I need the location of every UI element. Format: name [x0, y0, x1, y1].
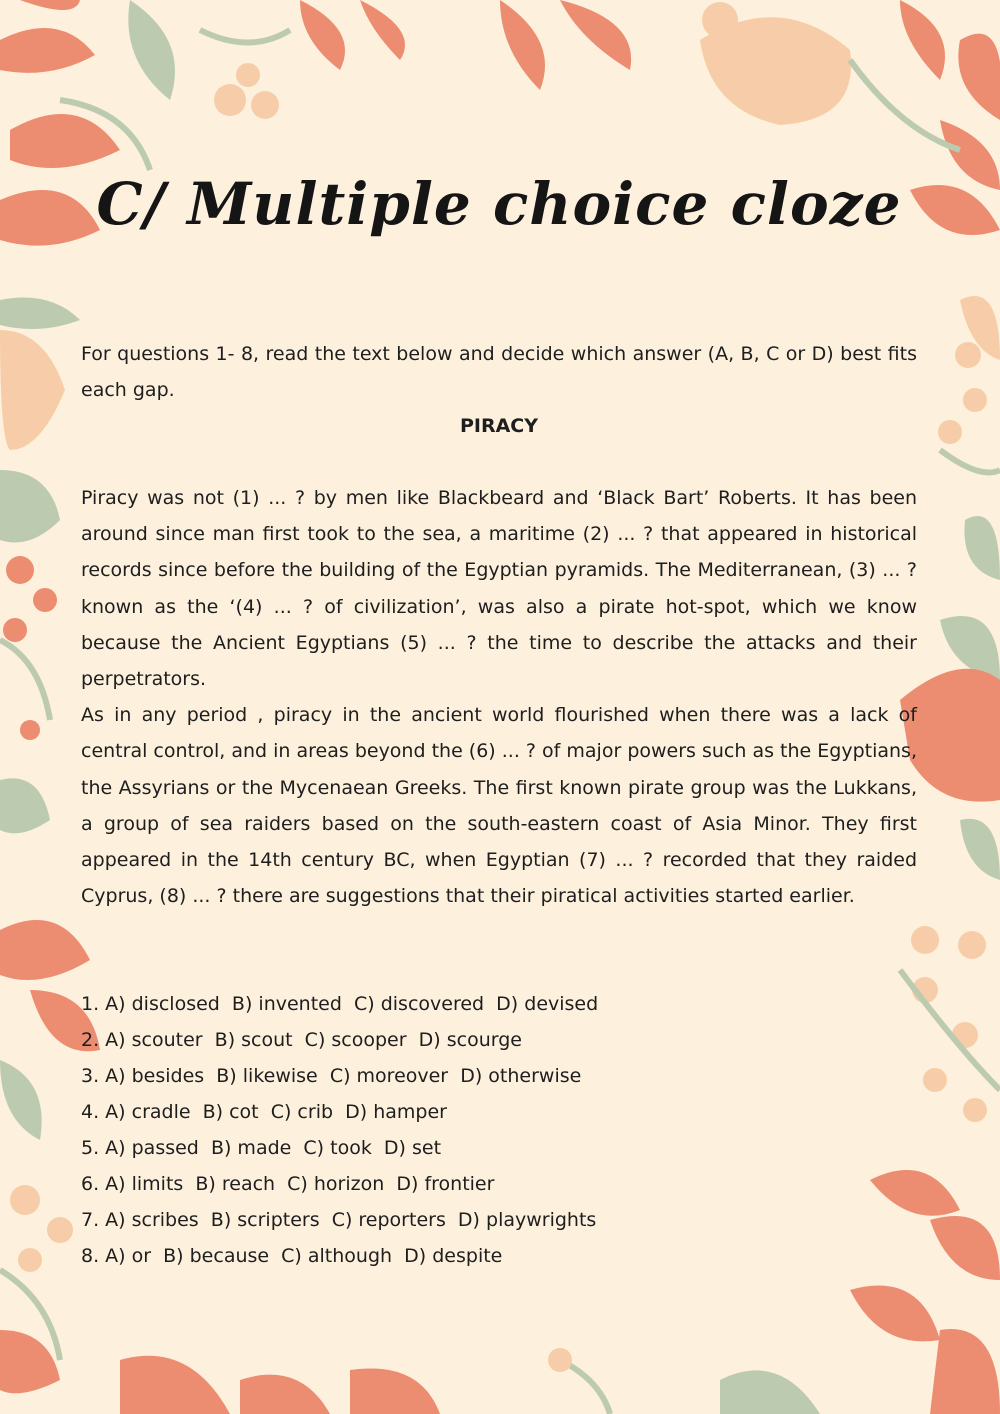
question-7-options: 7. A) scribes B) scripters C) reporters D) playwrights: [81, 1209, 597, 1231]
question-8-options: 8. A) or B) because C) although D) despite: [81, 1245, 503, 1267]
question-6-options: 6. A) limits B) reach C) horizon D) frontier: [81, 1173, 495, 1195]
instructions-text: For questions 1- 8, read the text below and decide which answer (A, B, C or D) best fits each gap.: [81, 343, 917, 401]
flower-cluster-left-middle: [0, 298, 80, 834]
cloze-passage: [81, 480, 917, 914]
passage-paragraph-2: As in any period , piracy in the ancient world flourished when there was a lack of central control, and in areas beyond the (6) ... ? of major powers such as the Egyptians, the Assyrians or the Mycenaean Greeks. The first known pirate group was the Lukkans, a group of sea raiders based on the south-eastern coast of Asia Minor. They first appeared in the 14th century BC, when Egyptian (7) ... ? recorded that they raided Cyprus, (8) ... ? there are suggestions that their piratical activities started earlier.: [81, 704, 917, 908]
question-2-options: 2. A) scouter B) scout C) scooper D) scourge: [81, 1029, 522, 1051]
question-1-options: 1. A) disclosed B) invented C) discovered D) devised: [81, 993, 599, 1015]
answer-options-list: [81, 986, 917, 1274]
passage-title: PIRACY: [459, 415, 539, 437]
question-3-options: 3. A) besides B) likewise C) moreover D) otherwise: [81, 1065, 582, 1087]
passage-paragraph-1: Piracy was not (1) ... ? by men like Blackbeard and ‘Black Bart’ Roberts. It has been around since man first took to the sea, a maritime (2) ... ? that appeared in historical records since before the building of the Egyptian pyramids. The Mediterranean, (3) ... ? known as the ‘(4) ... ? of civilization’, was also a pirate hot-spot, which we know because the Ancient Egyptians (5) ... ? the time to describe the attacks and their perpetrators.: [81, 487, 917, 691]
worksheet-title: C/ Multiple choice cloze: [96, 170, 902, 238]
question-4-options: 4. A) cradle B) cot C) crib D) hamper: [81, 1101, 447, 1123]
question-5-options: 5. A) passed B) made C) took D) set: [81, 1137, 442, 1159]
